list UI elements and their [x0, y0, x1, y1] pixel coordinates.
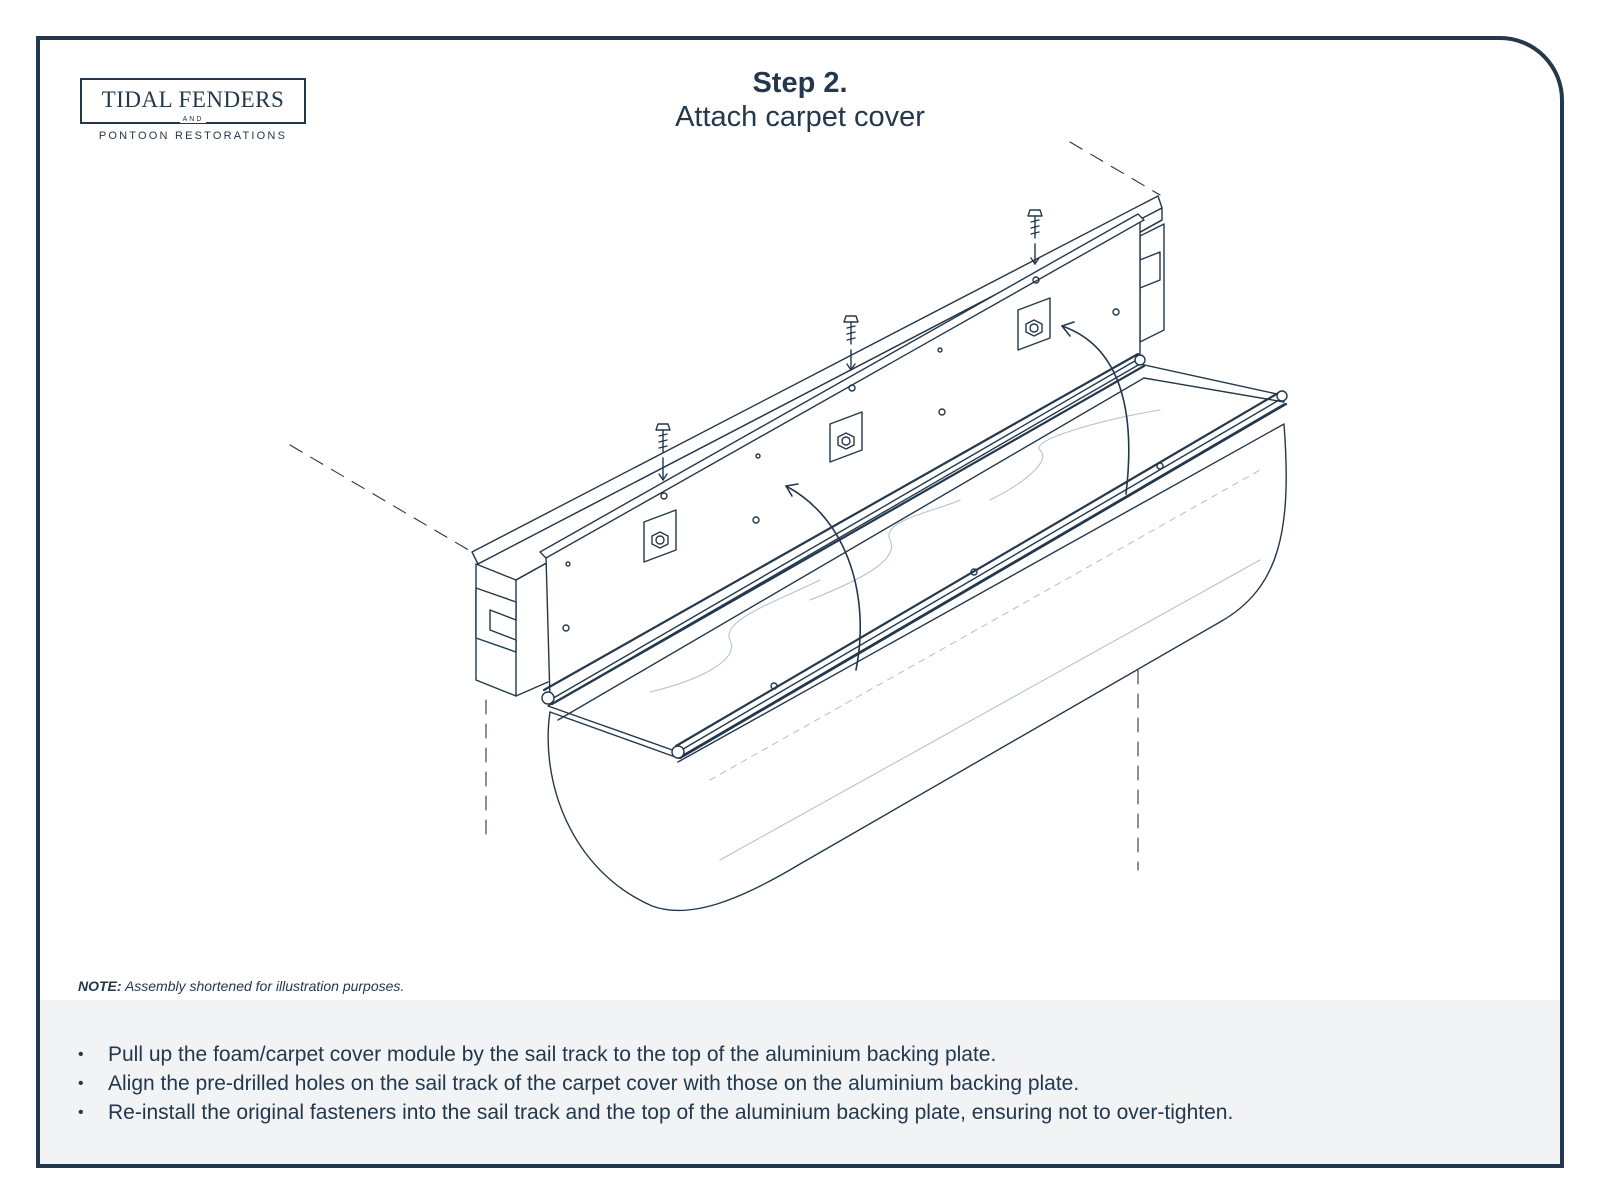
logo-and: AND: [180, 116, 207, 123]
step-number: Step 2.: [752, 67, 848, 99]
logo-name-line2: PONTOON RESTORATIONS: [98, 130, 288, 142]
instruction-item: • Re-install the original fasteners into the sail track and the top of the aluminium backing plate, ensuring not to over-tighten.: [78, 1098, 1560, 1127]
instructions-panel: [40, 1000, 1560, 1168]
instruction-item: • Align the pre-drilled holes on the sail track of the carpet cover with those on the aluminium backing plate.: [78, 1069, 1560, 1098]
assembly-illustration: [40, 40, 1560, 1164]
instruction-item: • Pull up the foam/carpet cover module by the sail track to the top of the aluminium backing plate.: [78, 1040, 1560, 1069]
note-label: NOTE:: [78, 978, 122, 994]
step-title: Attach carpet cover: [675, 101, 925, 133]
logo-name-line1: TIDAL FENDERS: [101, 86, 285, 112]
note-text: Assembly shortened for illustration purposes.: [124, 978, 405, 994]
instruction-list: [78, 1040, 1560, 1127]
illustration-note: [78, 978, 404, 994]
instruction-sheet-frame: [36, 36, 1564, 1168]
